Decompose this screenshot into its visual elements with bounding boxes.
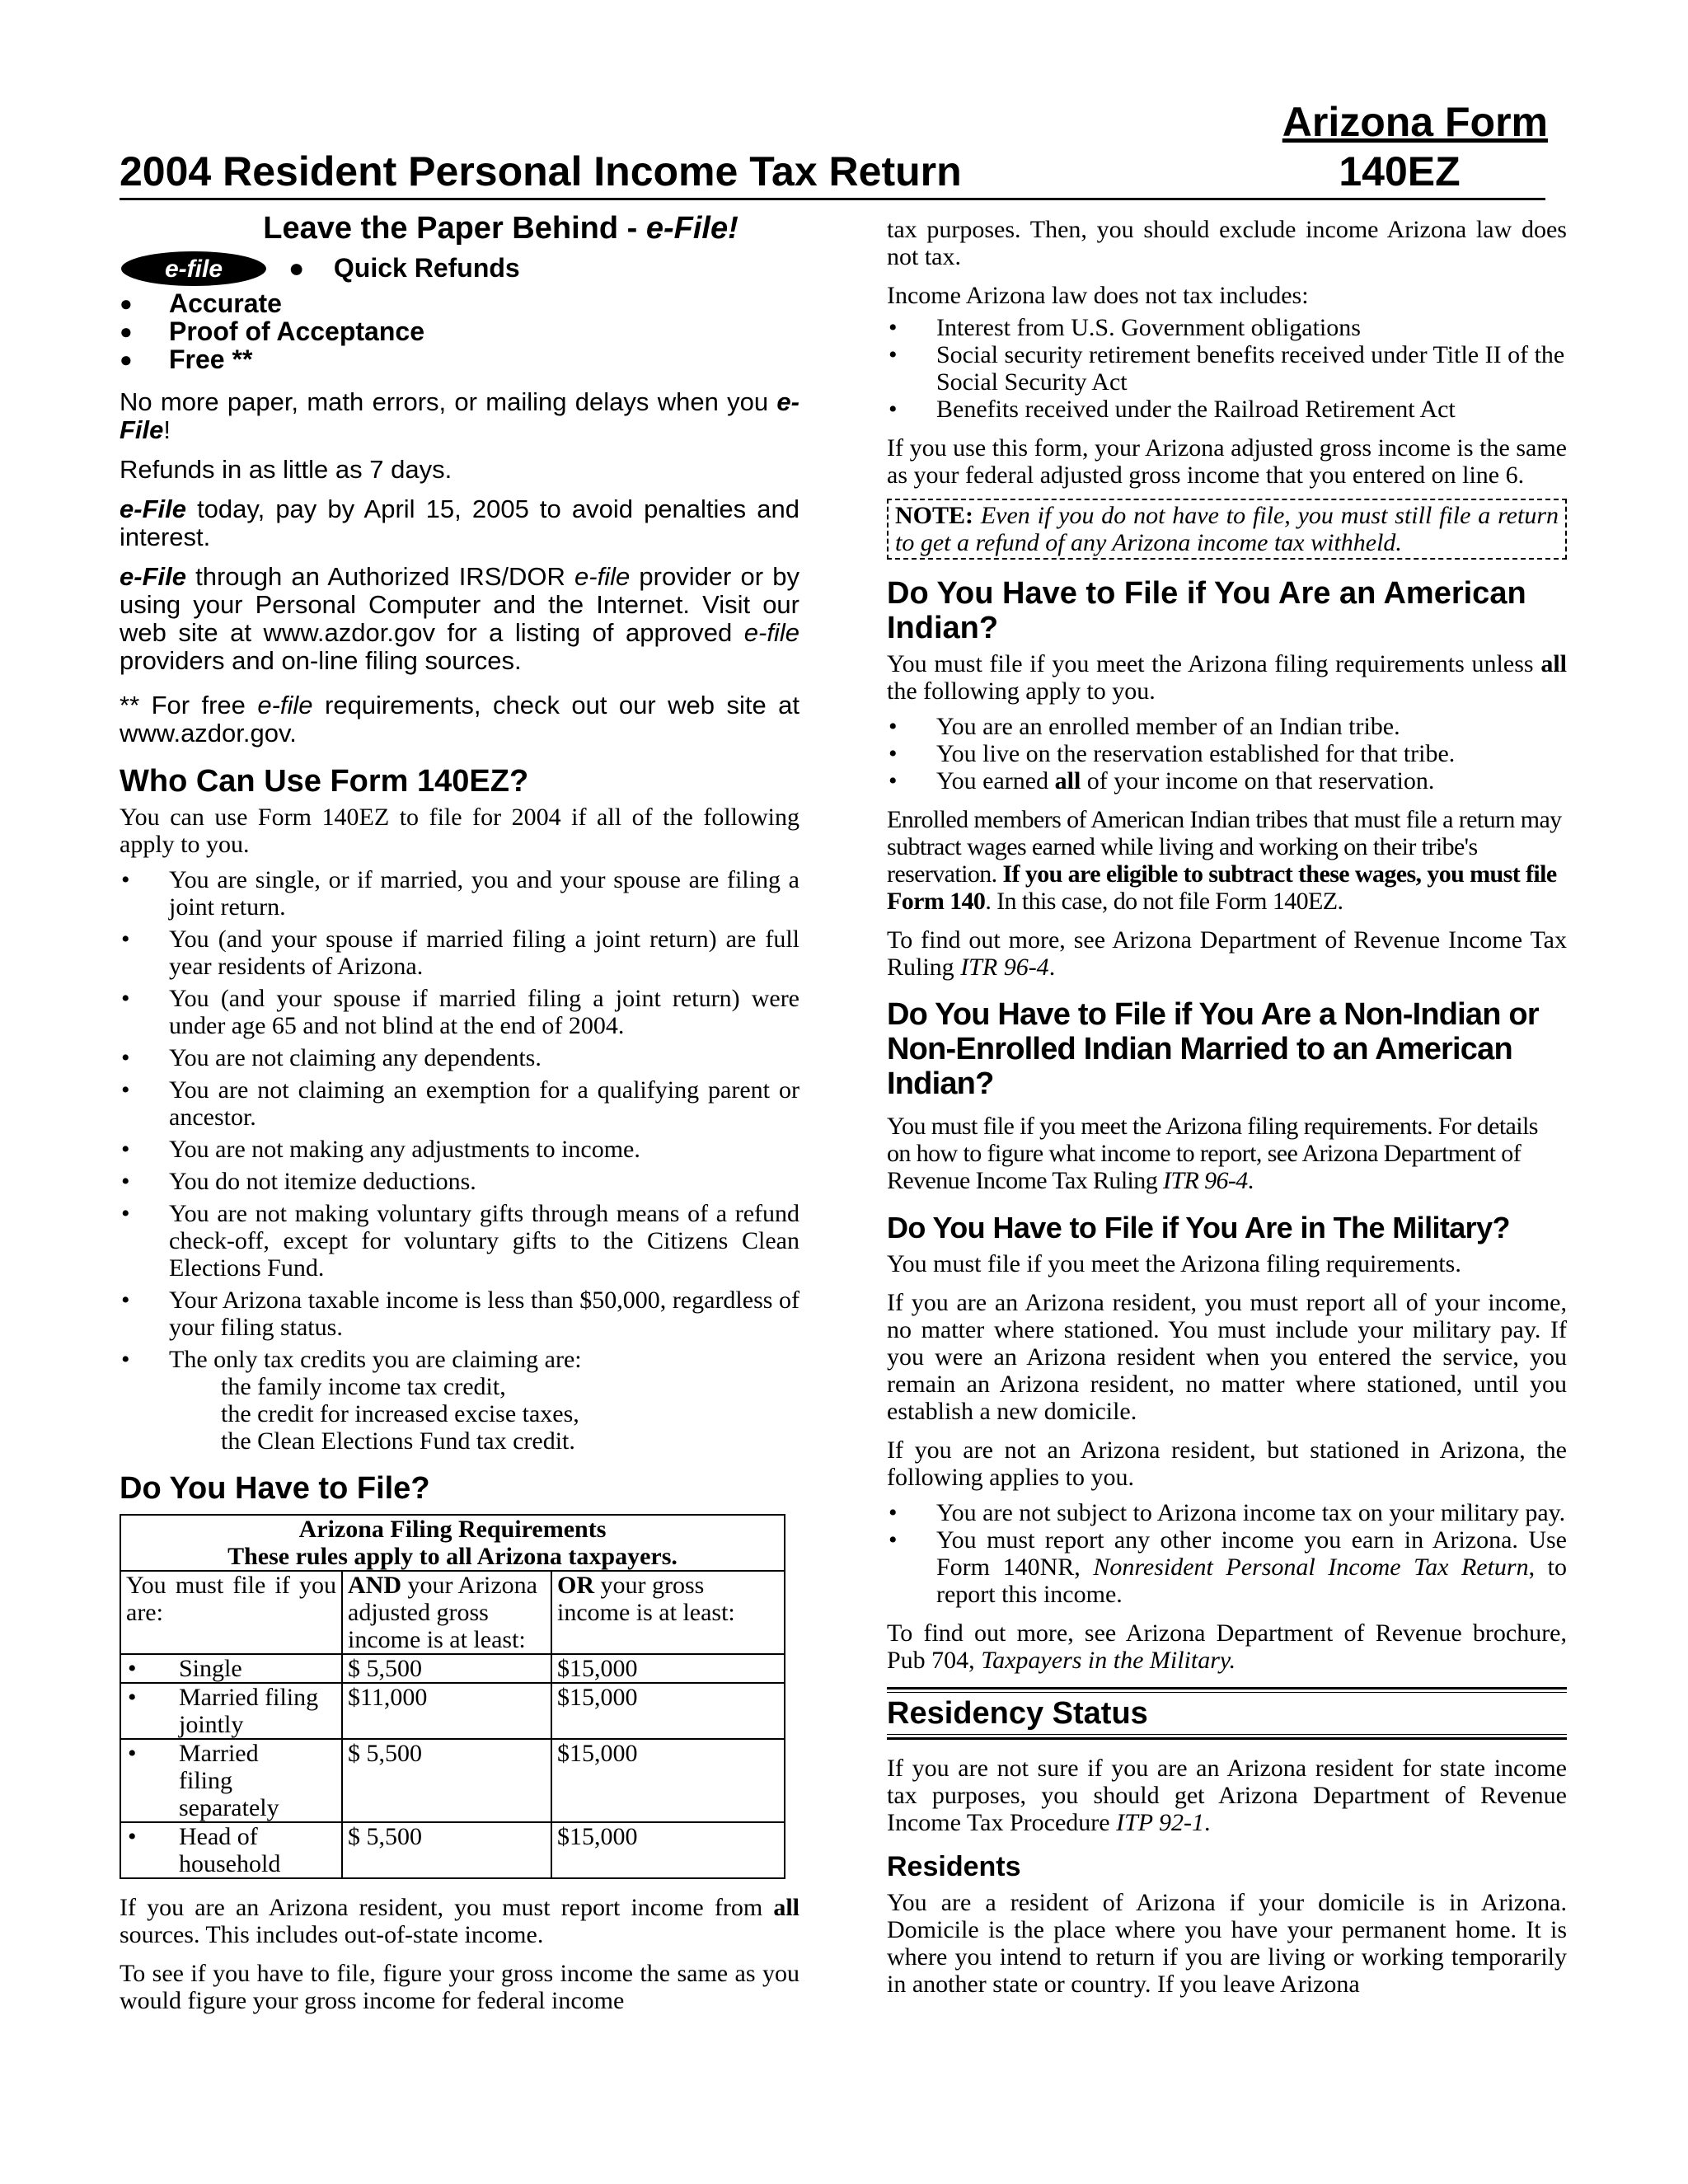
table-cell [120,1683,342,1739]
table-row [120,1515,785,1571]
efile-bullet-first: ● Quick Refunds [288,253,520,283]
list-item: • You (and your spouse if married filing a joint return) were under age 65 and not blind at the end of 2004. [120,985,799,1039]
text: your gross income is at least: [557,1572,735,1626]
text: . In this case, do not file Form 140EZ. [985,888,1343,915]
header-rule [120,198,1545,200]
text: You must file if you meet the Arizona filing requirements unless [887,650,1541,677]
table-row [120,1822,785,1878]
col-header [342,1571,551,1654]
text: of your income on that reservation. [1081,767,1435,794]
list-item: the family income tax credit, [221,1373,506,1400]
text: . [1247,1167,1254,1194]
ai-more [887,926,1567,981]
list-item [887,1526,1567,1608]
table-cell: $ 5,500 [342,1654,551,1683]
list-item: • You are single, or if married, you and your spouse are filing a joint return. [120,866,799,921]
not-tax-list [887,314,1567,423]
text: Taxpayers in the Military. [981,1647,1236,1674]
text: all [773,1894,799,1921]
file-paragraph: To see if you have to file, figure your gross income the same as you would figure your gross income for federal income [120,1960,799,2014]
text: You must file if you meet the Arizona filing requirements. For details on how to figure what income to report, see Arizona Department of Revenue Income Tax Ruling [887,1113,1538,1194]
note-text: Even if you do not have to file, you must still file a return to get a refund of any Arizona income tax withheld. [895,502,1559,556]
text: e-file [743,618,799,647]
list-item: ● Free ** [120,345,799,373]
table-cell [120,1822,342,1878]
ai-paragraph [887,806,1567,915]
efile-paragraph [120,563,799,675]
residency-status-heading: Residency Status [887,1696,1148,1731]
table-title-line1: Arizona Filing Requirements [298,1516,607,1543]
efile-heading [120,211,799,246]
text: ! [163,415,171,444]
text: You must file if you are: [126,1572,336,1626]
who-list [120,866,799,1373]
list-item [887,767,1567,794]
page-title: 2004 Resident Personal Income Tax Return [120,148,962,194]
form-label-line2: 140EZ [1339,148,1461,194]
list-item: • You (and your spouse if married filing a joint return) are full year residents of Arizona. [120,926,799,980]
text: AND [348,1572,401,1599]
efile-paragraph [120,691,799,748]
list-item: ● Proof of Acceptance [120,317,799,345]
list-item: • You do not itemize deductions. [120,1168,799,1195]
text: No more paper, math errors, or mailing delays when you [120,387,777,416]
text: ITR 96-4 [960,954,1049,981]
text: the following apply to you. [887,677,1156,705]
mil-paragraph: You must file if you meet the Arizona filing requirements. [887,1250,1461,1277]
residency-status-bar [887,1687,1567,1740]
table-cell: $ 5,500 [342,1739,551,1822]
text: providers and on-line filing sources. [120,646,522,675]
military-heading: Do You Have to File if You Are in The Military? [887,1211,1510,1244]
not-tax-intro: Income Arizona law does not tax includes: [887,282,1309,309]
text: ITP 92-1 [1116,1809,1205,1836]
efile-paragraph: Refunds in as little as 7 days. [120,455,452,484]
col-header [551,1571,785,1654]
note-box [887,499,1567,560]
text: provider or by using your Personal Computer and the Internet. Visit our web site at www.azdor.gov for a listing of approved [120,562,799,647]
table-row [120,1571,785,1654]
left-column [120,206,799,2014]
table-cell: $ 5,500 [342,1822,551,1878]
text: You earned [936,767,1055,794]
text: , to report this income. [936,1554,1568,1608]
list-item: the credit for increased excise taxes, [221,1400,579,1427]
list-item: • You are not making voluntary gifts through means of a refund check-off, except for voluntary gifts to the Citizens Clean Elections Fund. [120,1200,799,1282]
do-you-file-heading: Do You Have to File? [120,1471,430,1506]
filing-requirements-table [120,1514,785,1879]
text: . [1204,1809,1211,1836]
efile-bullets [120,289,799,373]
residents-heading: Residents [887,1851,1021,1882]
table-row [120,1683,785,1739]
mil-more [887,1619,1567,1674]
mil-paragraph: If you are an Arizona resident, you must report all of your income, no matter where stationed. You must include your military pay. If you were an Arizona resident when you entered the service, you remain an Arizona resident, no matter where stationed, until you establish a new domicile. [887,1289,1567,1425]
text: • Married filing jointly [126,1684,336,1738]
efile-paragraph [120,388,799,444]
list-item: ● Accurate [120,289,799,317]
mil-paragraph: If you are not an Arizona resident, but stationed in Arizona, the following applies to you. [887,1436,1567,1491]
ni-paragraph [887,1113,1567,1194]
text: Nonresident Personal Income Tax Return [1093,1554,1529,1581]
table-title [120,1515,785,1571]
table-cell: $15,000 [551,1822,785,1878]
efile-heading-em: e-File! [645,211,738,246]
list-item: • You are an enrolled member of an Indian tribe. [887,713,1567,740]
efile-logo-row [120,248,799,289]
text: today, pay by April 15, 2005 to avoid penalties and interest. [120,494,799,551]
text: . [1048,954,1056,981]
text: all [1540,650,1567,677]
efile-logo-icon [120,250,268,288]
list-item: the Clean Elections Fund tax credit. [221,1427,575,1455]
mil-list [887,1499,1567,1608]
table-cell: $11,000 [342,1683,551,1739]
efile-logo-text: e-file [164,255,223,283]
res-paragraph [887,1755,1567,1836]
table-row [120,1739,785,1822]
table-cell: $15,000 [551,1654,785,1683]
text: e-file [574,562,631,591]
text: Enrolled members of American Indian tribes that must file a return may subtract wages earned while living and working on their tribe's reservation. [887,806,1562,888]
credits-list [120,1373,799,1455]
text: To find out more, see Arizona Department of Revenue brochure, Pub 704, [887,1619,1567,1674]
ai-intro [887,650,1567,705]
list-item: • Benefits received under the Railroad Retirement Act [887,396,1567,423]
list-item: • You are not subject to Arizona income tax on your military pay. [887,1499,1567,1526]
form-label-line1: Arizona Form [1282,99,1548,145]
american-indian-heading: Do You Have to File if You Are an American Indian? [887,576,1526,645]
text: your Arizona adjusted gross income is at least: [348,1572,537,1653]
text: ITR 96-4 [1163,1167,1248,1194]
text: sources. This includes out-of-state income. [120,1921,544,1948]
form-number-label [1218,97,1548,196]
right-column [887,206,1567,1998]
text: • Head of household [126,1823,336,1877]
table-cell [120,1739,342,1822]
who-can-use-heading: Who Can Use Form 140EZ? [120,764,529,799]
text: If you are eligible to subtract these wages, you must file Form 140 [887,860,1557,915]
text: ** For free [120,691,258,719]
continued-paragraph: tax purposes. Then, you should exclude income Arizona law does not tax. [887,216,1567,270]
agi-paragraph: If you use this form, your Arizona adjusted gross income is the same as your federal adjusted gross income that you entered on line 6. [887,434,1567,489]
efile-bullet-quick: Quick Refunds [333,253,520,283]
list-item: • You live on the reservation established for that tribe. [887,740,1567,767]
text: e-File [120,494,186,523]
note-label: NOTE: [895,502,974,529]
list-item: • You are not making any adjustments to income. [120,1136,799,1163]
list-item: • The only tax credits you are claiming are: [120,1346,799,1373]
efile-heading-text: Leave the Paper Behind - [263,211,646,246]
table-cell [120,1654,342,1683]
list-item: • Social security retirement benefits received under Title II of the Social Security Act [887,341,1567,396]
col-header [120,1571,342,1654]
efile-paragraph [120,495,799,551]
list-item: • You are not claiming any dependents. [120,1044,799,1071]
residents-paragraph: You are a resident of Arizona if your domicile is in Arizona. Domicile is the place where you have your permanent home. It is where you intend to return if you are living or working temporarily in another state or country. If you leave Arizona [887,1889,1567,1998]
text: e-file [257,691,313,719]
table-title-line2: These rules apply to all Arizona taxpayers. [227,1543,678,1570]
who-intro: You can use Form 140EZ to file for 2004 if all of the following apply to you. [120,804,799,858]
table-cell: $15,000 [551,1683,785,1739]
text: If you are not sure if you are an Arizona resident for state income tax purposes, you should get Arizona Department of Revenue Income Tax Procedure [887,1755,1567,1836]
non-indian-heading: Do You Have to File if You Are a Non-Indian or Non-Enrolled Indian Married to an American Indian? [887,997,1539,1101]
table-row [120,1654,785,1683]
text: e-File [120,562,186,591]
text: • Married filing separately [126,1740,336,1821]
text: • Single [126,1655,336,1682]
ai-list [887,713,1567,794]
table-cell: $15,000 [551,1739,785,1822]
list-item: • Interest from U.S. Government obligations [887,314,1567,341]
list-item: • Your Arizona taxable income is less than $50,000, regardless of your filing status. [120,1286,799,1341]
text: all [1054,767,1081,794]
text: You must report any other income you earn in Arizona. Use Form 140NR, [936,1526,1567,1581]
text: To find out more, see Arizona Department of Revenue Income Tax Ruling [887,926,1567,981]
list-item: • You are not claiming an exemption for a qualifying parent or ancestor. [120,1076,799,1131]
text: e-File [120,387,799,444]
text: requirements, check out our web site at www.azdor.gov. [120,691,799,748]
text: through an Authorized IRS/DOR [185,562,575,591]
text: If you are an Arizona resident, you must report income from [120,1894,774,1921]
text: OR [557,1572,594,1599]
file-paragraph [120,1894,799,1948]
